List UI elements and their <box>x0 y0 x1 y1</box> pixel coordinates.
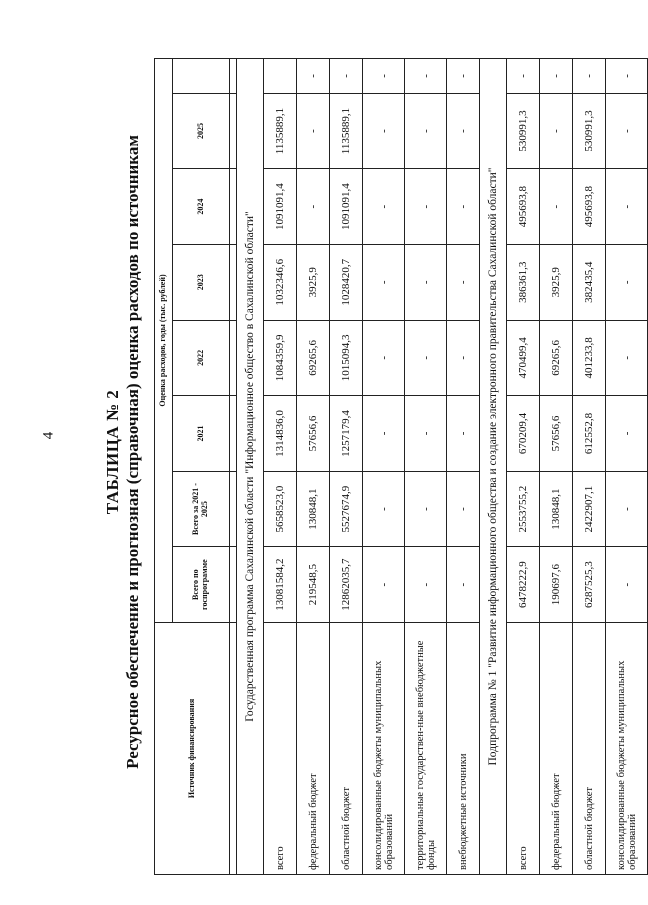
table-subtitle: Ресурсное обеспечение и прогнозная (справочная) оценка расходов по источникам <box>123 135 142 769</box>
value-cell: 130848,1 <box>297 471 330 547</box>
value-cell: - <box>297 93 330 169</box>
source-cell: федеральный бюджет <box>297 622 330 874</box>
table-row <box>363 59 405 875</box>
spacer-cell <box>230 244 237 320</box>
spacer-cell <box>230 320 237 396</box>
value-cell: 219548,5 <box>297 547 330 623</box>
value-cell: - <box>405 93 447 169</box>
source-cell: территориальные государствен-ные внебюджетные фонды <box>405 622 447 874</box>
value-cell: - <box>405 169 447 245</box>
value-cell: - <box>606 169 648 245</box>
value-cell: 130848,1 <box>540 471 573 547</box>
value-cell: - <box>363 396 405 472</box>
value-cell: 57656,6 <box>297 396 330 472</box>
value-cell: - <box>363 547 405 623</box>
value-cell: 1314836,0 <box>264 396 297 472</box>
value-cell: 12862035,7 <box>330 547 363 623</box>
value-cell: 495693,8 <box>573 169 606 245</box>
value-cell: 69265,6 <box>297 320 330 396</box>
value-cell: 5527674,9 <box>330 471 363 547</box>
header-year: 2025 <box>173 93 230 169</box>
value-cell: - <box>507 59 540 94</box>
value-cell: - <box>405 471 447 547</box>
page-number: 4 <box>40 431 57 440</box>
value-cell: 5658523,0 <box>264 471 297 547</box>
value-cell: 1032346,6 <box>264 244 297 320</box>
value-cell: - <box>405 396 447 472</box>
value-cell: 1084359,9 <box>264 320 297 396</box>
value-cell: 530991,3 <box>573 93 606 169</box>
spacer-cell <box>230 547 237 623</box>
value-cell: 1135889,1 <box>330 93 363 169</box>
source-cell: консолидированные бюджеты муниципальных образований <box>606 622 648 874</box>
table-row <box>405 59 447 875</box>
value-cell: - <box>363 471 405 547</box>
rotated-page-content <box>95 29 638 875</box>
value-cell: - <box>297 169 330 245</box>
value-cell: 401233,8 <box>573 320 606 396</box>
table-body <box>237 59 648 875</box>
header-extra <box>173 59 230 94</box>
section-title: Государственная программа Сахалинской области "Информационное общество в Сахалинской области" <box>237 59 264 875</box>
table-row <box>606 59 648 875</box>
spacer-cell <box>230 93 237 169</box>
value-cell: - <box>447 244 480 320</box>
value-cell: - <box>363 93 405 169</box>
header-total-period: Всего за 2021 - 2025 <box>173 471 230 547</box>
value-cell: 495693,8 <box>507 169 540 245</box>
value-cell: 1028420,7 <box>330 244 363 320</box>
value-cell: - <box>405 547 447 623</box>
value-cell: - <box>606 93 648 169</box>
table-title: ТАБЛИЦА № 2 <box>103 389 122 515</box>
value-cell: 1091091,4 <box>330 169 363 245</box>
header-year: 2021 <box>173 396 230 472</box>
header-year: 2024 <box>173 169 230 245</box>
value-cell: 3925,9 <box>297 244 330 320</box>
value-cell <box>264 59 297 94</box>
value-cell: - <box>405 244 447 320</box>
value-cell: 13081584,2 <box>264 547 297 623</box>
table-row <box>447 59 480 875</box>
value-cell: - <box>606 547 648 623</box>
value-cell: - <box>330 59 363 94</box>
value-cell: 1135889,1 <box>264 93 297 169</box>
table-row <box>264 59 297 875</box>
source-cell: областной бюджет <box>573 622 606 874</box>
value-cell: - <box>447 547 480 623</box>
value-cell: - <box>540 93 573 169</box>
spacer-cell <box>230 59 237 94</box>
header-total-program: Всего по госпрограмме <box>173 547 230 623</box>
value-cell: - <box>606 396 648 472</box>
value-cell: 57656,6 <box>540 396 573 472</box>
source-cell: всего <box>507 622 540 874</box>
value-cell: - <box>540 59 573 94</box>
value-cell: - <box>363 169 405 245</box>
value-cell: 1015094,3 <box>330 320 363 396</box>
value-cell: - <box>447 471 480 547</box>
value-cell: - <box>363 244 405 320</box>
resource-table <box>154 58 648 875</box>
value-cell: - <box>363 59 405 94</box>
table-row <box>540 59 573 875</box>
value-cell: 1257179,4 <box>330 396 363 472</box>
source-cell: всего <box>264 622 297 874</box>
value-cell: - <box>447 59 480 94</box>
resource-table-wrapper <box>154 58 648 875</box>
source-cell: областной бюджет <box>330 622 363 874</box>
value-cell: - <box>447 93 480 169</box>
table-row <box>297 59 330 875</box>
spacer-cell <box>230 169 237 245</box>
value-cell: - <box>606 471 648 547</box>
section-title: Подпрограмма № 1 "Развитие информационного общества и создание электронного правительства Сахалинской области" <box>480 59 507 875</box>
value-cell: - <box>447 396 480 472</box>
spacer-cell <box>230 471 237 547</box>
value-cell: 670209,4 <box>507 396 540 472</box>
value-cell: - <box>573 59 606 94</box>
value-cell: - <box>405 59 447 94</box>
value-cell: 470499,4 <box>507 320 540 396</box>
source-cell: федеральный бюджет <box>540 622 573 874</box>
value-cell: - <box>606 59 648 94</box>
value-cell: - <box>405 320 447 396</box>
value-cell: - <box>447 320 480 396</box>
value-cell: - <box>297 59 330 94</box>
value-cell: 69265,6 <box>540 320 573 396</box>
table-row <box>573 59 606 875</box>
value-cell: 386361,3 <box>507 244 540 320</box>
value-cell: 3925,9 <box>540 244 573 320</box>
value-cell: - <box>447 169 480 245</box>
source-cell: внебюджетные источники <box>447 622 480 874</box>
value-cell: 530991,3 <box>507 93 540 169</box>
value-cell: 6287525,3 <box>573 547 606 623</box>
value-cell: - <box>606 244 648 320</box>
header-source: Источник финансирования <box>155 622 230 874</box>
value-cell: - <box>363 320 405 396</box>
value-cell: 6478222,9 <box>507 547 540 623</box>
value-cell: - <box>540 169 573 245</box>
header-estimate: Оценка расходов, годы (тыс. рублей) <box>155 59 173 623</box>
table-row <box>507 59 540 875</box>
value-cell: 2422907,1 <box>573 471 606 547</box>
value-cell: 1091091,4 <box>264 169 297 245</box>
spacer-cell <box>230 396 237 472</box>
table-row <box>330 59 363 875</box>
source-cell: консолидированные бюджеты муниципальных образований <box>363 622 405 874</box>
value-cell: - <box>606 320 648 396</box>
value-cell: 382435,4 <box>573 244 606 320</box>
value-cell: 612552,8 <box>573 396 606 472</box>
spacer-cell <box>230 622 237 874</box>
value-cell: 2553755,2 <box>507 471 540 547</box>
header-year: 2023 <box>173 244 230 320</box>
value-cell: 190697,6 <box>540 547 573 623</box>
header-year: 2022 <box>173 320 230 396</box>
